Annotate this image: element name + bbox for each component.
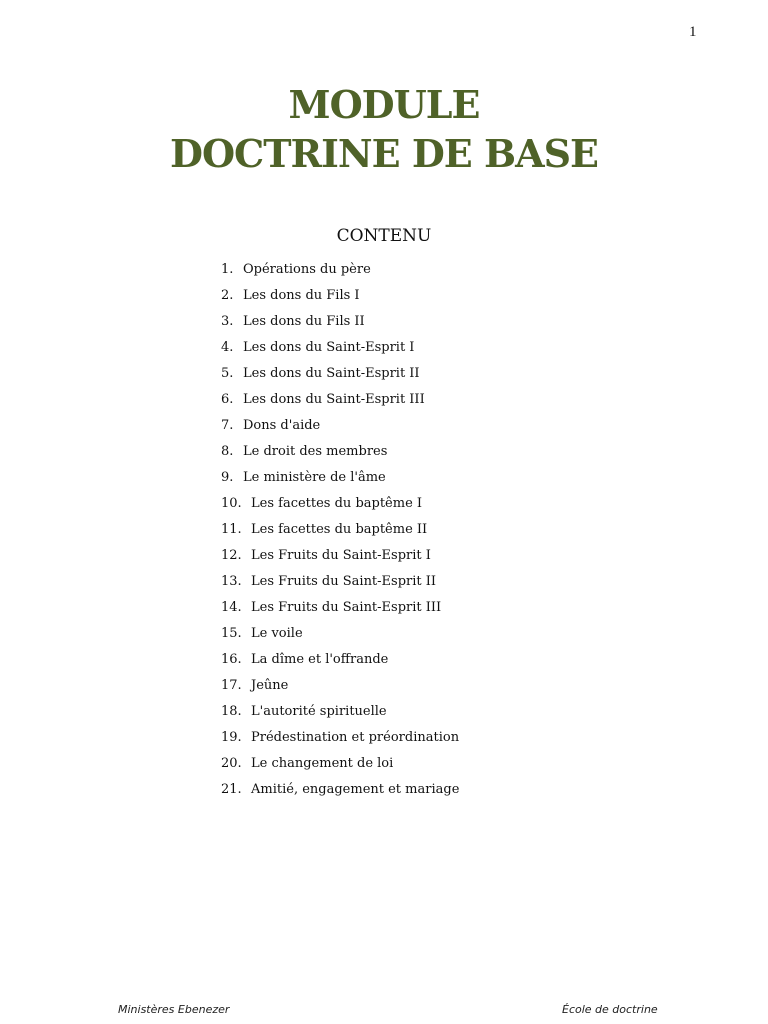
toc-item (221, 674, 459, 700)
toc-item (221, 518, 459, 544)
toc-item-number: 20. (221, 756, 242, 771)
toc-item-label: Les facettes du baptême II (251, 522, 428, 537)
toc-item-number: 5. (221, 366, 234, 381)
toc-item-label: Le changement de loi (251, 756, 394, 771)
toc-item-number: 19. (221, 730, 242, 745)
toc-item (221, 336, 459, 362)
toc-item-number: 7. (221, 418, 234, 433)
contents-heading: CONTENU (336, 226, 432, 246)
toc-item-label: L'autorité spirituelle (251, 704, 387, 719)
toc-item (221, 700, 459, 726)
toc-item (221, 752, 459, 778)
toc-item-number: 1. (221, 262, 234, 277)
toc-item (221, 440, 459, 466)
toc-item-number: 3. (221, 314, 234, 329)
toc-item-label: Le droit des membres (243, 444, 388, 459)
toc-item (221, 362, 459, 388)
toc-item (221, 388, 459, 414)
toc-item-label: Les Fruits du Saint-Esprit II (251, 574, 437, 589)
toc-item-label: La dîme et l'offrande (251, 652, 389, 667)
title-line-2: DOCTRINE DE BASE (169, 131, 598, 176)
toc-item-number: 11. (221, 522, 242, 537)
toc-item (221, 570, 459, 596)
toc-item-number: 15. (221, 626, 242, 641)
toc-item-number: 6. (221, 392, 234, 407)
toc-item (221, 258, 459, 284)
toc-item-label: Opérations du père (243, 262, 371, 277)
toc-item-label: Les dons du Fils II (243, 314, 365, 329)
toc-item-number: 16. (221, 652, 242, 667)
toc-item-label: Les facettes du baptême I (251, 496, 423, 511)
toc-item-label: Jeûne (251, 678, 289, 693)
toc-item (221, 310, 459, 336)
toc-item (221, 466, 459, 492)
toc-item-number: 10. (221, 496, 242, 511)
toc-item (221, 596, 459, 622)
toc-item-number: 9. (221, 470, 234, 485)
toc-item-number: 12. (221, 548, 242, 563)
toc-item-label: Les dons du Saint-Esprit II (243, 366, 420, 381)
table-of-contents (221, 258, 459, 804)
toc-item (221, 726, 459, 752)
toc-item-number: 4. (221, 340, 234, 355)
toc-item-number: 2. (221, 288, 234, 303)
toc-item-number: 17. (221, 678, 242, 693)
toc-item (221, 544, 459, 570)
toc-item (221, 778, 459, 804)
toc-item-number: 18. (221, 704, 242, 719)
toc-item-number: 14. (221, 600, 242, 615)
toc-item-label: Les dons du Fils I (243, 288, 360, 303)
toc-item (221, 492, 459, 518)
footer-left: Ministères Ebenezer (118, 1003, 230, 1016)
toc-item (221, 414, 459, 440)
toc-item-label: Les dons du Saint-Esprit I (243, 340, 415, 355)
footer-right: École de doctrine (562, 1003, 658, 1016)
toc-item-label: Les Fruits du Saint-Esprit III (251, 600, 442, 615)
toc-item (221, 622, 459, 648)
toc-item (221, 648, 459, 674)
toc-item-label: Amitié, engagement et mariage (251, 782, 460, 797)
page-title (0, 80, 768, 178)
toc-item-label: Prédestination et préordination (251, 730, 460, 745)
toc-item-label: Dons d'aide (243, 418, 321, 433)
page-number: 1 (689, 24, 697, 40)
toc-item (221, 284, 459, 310)
toc-item-label: Le voile (251, 626, 303, 641)
toc-item-number: 8. (221, 444, 234, 459)
toc-item-label: Le ministère de l'âme (243, 470, 386, 485)
toc-item-label: Les Fruits du Saint-Esprit I (251, 548, 431, 563)
toc-item-number: 13. (221, 574, 242, 589)
toc-item-number: 21. (221, 782, 242, 797)
title-line-1: MODULE (288, 82, 480, 127)
toc-item-label: Les dons du Saint-Esprit III (243, 392, 425, 407)
